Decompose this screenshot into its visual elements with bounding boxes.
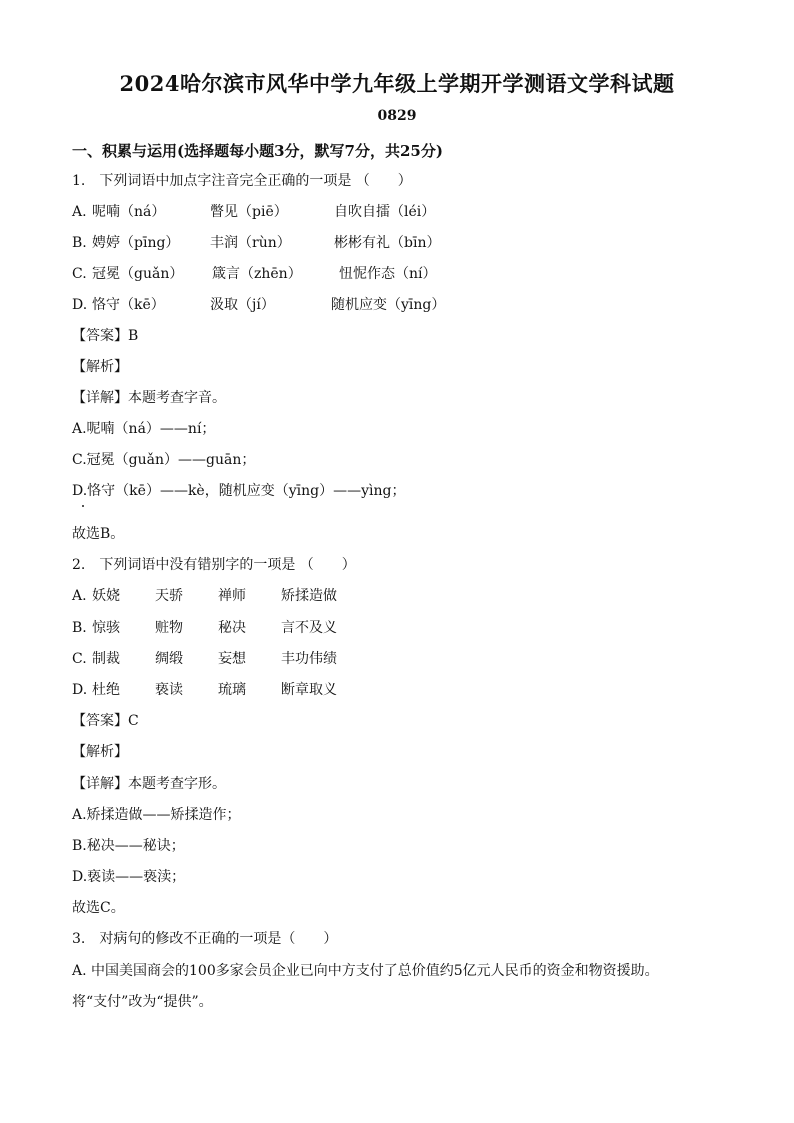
option-label: A. bbox=[72, 588, 87, 604]
option-word: 禅师 bbox=[218, 588, 246, 604]
q1-detail-line: A.呢喃（ná）——ní； bbox=[72, 421, 216, 437]
stray-mark bbox=[82, 505, 84, 507]
q2-answer bbox=[72, 711, 139, 731]
option-label: B. bbox=[72, 620, 87, 636]
q3-option-a: A. 中国美国商会的100多家会员企业已向中方支付了总价值约5亿元人民币的资金和物资援助。 bbox=[72, 963, 659, 979]
option-word: 惊骇 bbox=[92, 620, 120, 636]
option-word: 自吹自擂（léi） bbox=[334, 204, 436, 220]
q3-stem: 3. 对病句的修改不正确的一项是（ ） bbox=[72, 931, 338, 947]
option-word: 箴言（zhēn） bbox=[212, 266, 302, 282]
option-word: 彬彬有礼（bīn） bbox=[334, 235, 441, 251]
q1-detail bbox=[72, 388, 226, 408]
option-word: 丰润（rùn） bbox=[210, 235, 291, 251]
option-word: 亵读 bbox=[155, 682, 183, 698]
option-word: 妖娆 bbox=[92, 588, 120, 604]
q2-detail-line: B.秘决——秘诀； bbox=[72, 838, 185, 854]
q1-detail-line: C.冠冕（guǎn）——guān； bbox=[72, 452, 256, 468]
detail-tag: 【详解】 bbox=[72, 776, 128, 792]
q1-stem: 1. 下列词语中加点字注音完全正确的一项是 （ ） bbox=[72, 173, 412, 189]
option-word: 赃物 bbox=[155, 620, 183, 636]
option-label: A. bbox=[72, 204, 87, 220]
option-word: 矫揉造做 bbox=[281, 588, 337, 604]
detail-intro: 本题考查字音。 bbox=[128, 390, 226, 406]
option-word: 随机应变（yīng） bbox=[331, 297, 446, 313]
q1-answer bbox=[72, 326, 138, 346]
section-header: 一、积累与运用(选择题每小题3分，默写7分，共25分) bbox=[72, 142, 443, 160]
option-word: 汲取（jí） bbox=[210, 297, 275, 313]
q2-detail-line: D.亵读——亵渎； bbox=[72, 869, 186, 885]
q2-detail-line: A.矫揉造做——矫揉造作； bbox=[72, 807, 241, 823]
q1-analysis-tag: 【解析】 bbox=[72, 359, 128, 375]
q2-detail bbox=[72, 774, 226, 794]
option-word: 天骄 bbox=[155, 588, 183, 604]
detail-intro: 本题考查字形。 bbox=[128, 776, 226, 792]
answer-value: B bbox=[128, 328, 139, 344]
option-word: 瞥见（piē） bbox=[210, 204, 288, 220]
option-label: B. bbox=[72, 235, 87, 251]
q2-analysis-tag: 【解析】 bbox=[72, 744, 128, 760]
option-word: 琉璃 bbox=[218, 682, 246, 698]
option-word: 制裁 bbox=[92, 651, 120, 667]
option-word: 秘决 bbox=[218, 620, 246, 636]
answer-tag: 【答案】 bbox=[72, 328, 128, 344]
option-word: 冠冕（guǎn） bbox=[92, 266, 184, 282]
option-word: 呢喃（ná） bbox=[92, 204, 166, 220]
answer-value: C bbox=[128, 713, 139, 729]
answer-tag: 【答案】 bbox=[72, 713, 128, 729]
q1-conclusion: 故选B。 bbox=[72, 526, 125, 542]
option-word: 杜绝 bbox=[92, 682, 120, 698]
document-code: 0829 bbox=[377, 108, 417, 124]
option-word: 断章取义 bbox=[281, 682, 337, 698]
detail-tag: 【详解】 bbox=[72, 390, 128, 406]
option-word: 丰功伟绩 bbox=[281, 651, 337, 667]
option-word: 妄想 bbox=[218, 651, 246, 667]
q2-stem: 2. 下列词语中没有错别字的一项是 （ ） bbox=[72, 557, 356, 573]
option-label: C. bbox=[72, 651, 87, 667]
q1-detail-line: D.恪守（kē）——kè，随机应变（yīng）——yìng； bbox=[72, 483, 406, 499]
option-label: D. bbox=[72, 682, 88, 698]
option-label: D. bbox=[72, 297, 88, 313]
option-word: 娉婷（pīng） bbox=[92, 235, 180, 251]
document-title: 2024哈尔滨市风华中学九年级上学期开学测语文学科试题 bbox=[119, 71, 675, 96]
option-word: 忸怩作态（ní） bbox=[339, 266, 437, 282]
option-word: 言不及义 bbox=[281, 620, 337, 636]
option-word: 恪守（kē） bbox=[92, 297, 165, 313]
option-label: C. bbox=[72, 266, 87, 282]
q2-conclusion: 故选C。 bbox=[72, 900, 125, 916]
option-word: 绸缎 bbox=[155, 651, 183, 667]
q3-option-a-fix: 将“支付”改为“提供”。 bbox=[72, 994, 213, 1010]
